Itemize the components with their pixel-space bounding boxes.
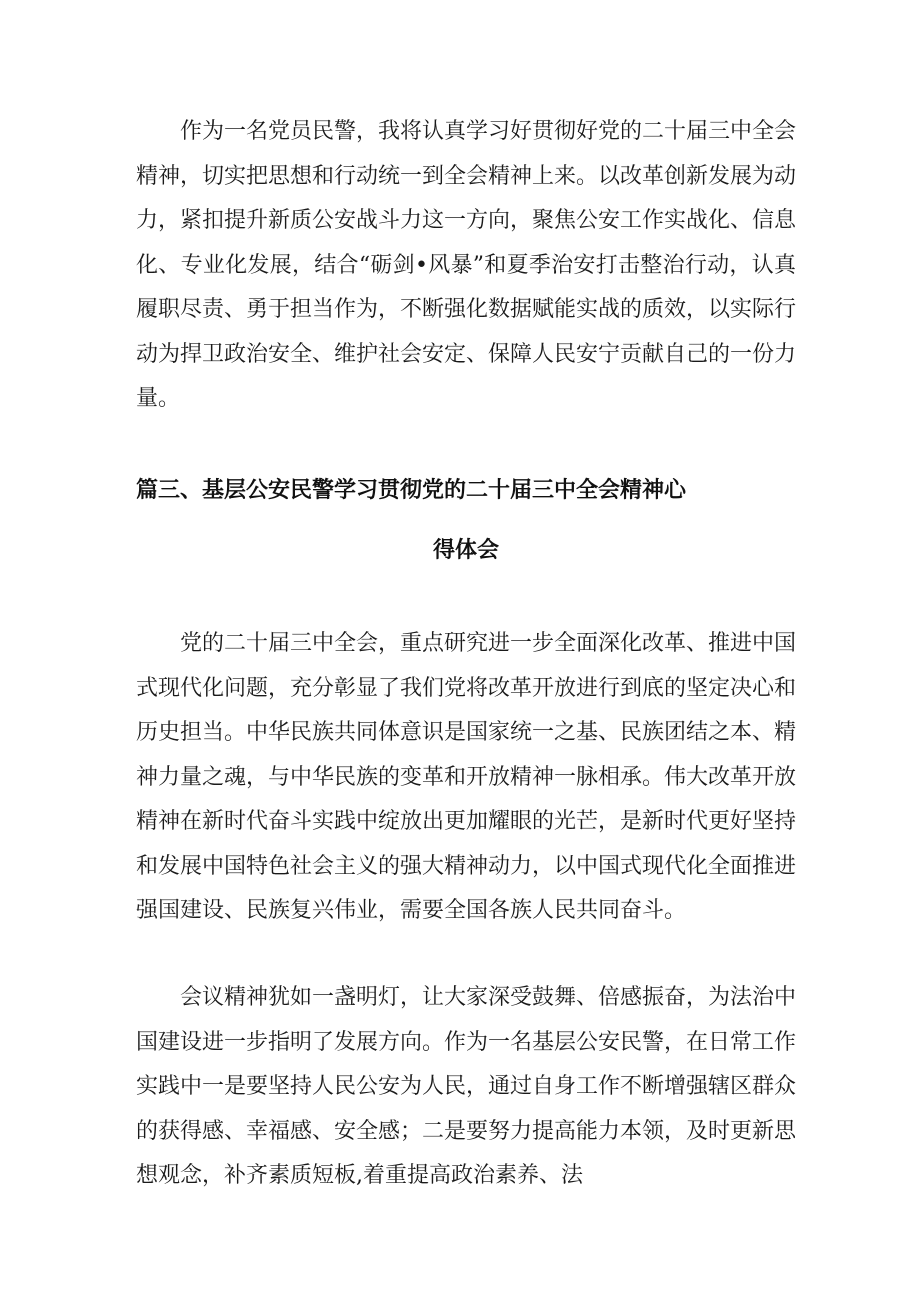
section-title-line-2: 得体会 [432, 538, 499, 563]
paragraph-3: 会议精神犹如一盏明灯，让大家深受鼓舞、倍感振奋，为法治中国建设进一步指明了发展方向。作为一名基层公安民警，在日常工作实践中一是要坚持人民公安为人民，通过自身工作不断增强辖区群众的获得感、幸福感、安全感；二是要努力提高能力本领，及时更新思想观念，补齐素质短板,着重提高政治素养、法 [136, 985, 797, 1188]
paragraph-1: 作为一名党员民警，我将认真学习好贯彻好党的二十届三中全会精神，切实把思想和行动统一到全会精神上来。以改革创新发展为动力，紧扣提升新质公安战斗力这一方向，聚焦公安工作实战化、信息化、专业化发展，结合“砺剑•风暴”和夏季治安打击整治行动，认真履职尽责、勇于担当作为，不断强化数据赋能实战的质效，以实际行动为捍卫政治安全、维护社会安定、保障人民安宁贡献自己的一份力量。 [136, 119, 797, 411]
paragraph-2: 党的二十届三中全会，重点研究进一步全面深化改革、推进中国式现代化问题，充分彰显了我们党将改革开放进行到底的坚定决心和历史担当。中华民族共同体意识是国家统一之基、民族团结之本、精神力量之魂，与中华民族的变革和开放精神一脉相承。伟大改革开放精神在新时代奋斗实践中绽放出更加耀眼的光芒，是新时代更好坚持和发展中国特色社会主义的强大精神动力，以中国式现代化全面推进强国建设、民族复兴伟业，需要全国各族人民共同奋斗。 [136, 631, 797, 923]
section-title-line-1: 篇三、基层公安民警学习贯彻党的二十届三中全会精神心 [136, 478, 687, 503]
